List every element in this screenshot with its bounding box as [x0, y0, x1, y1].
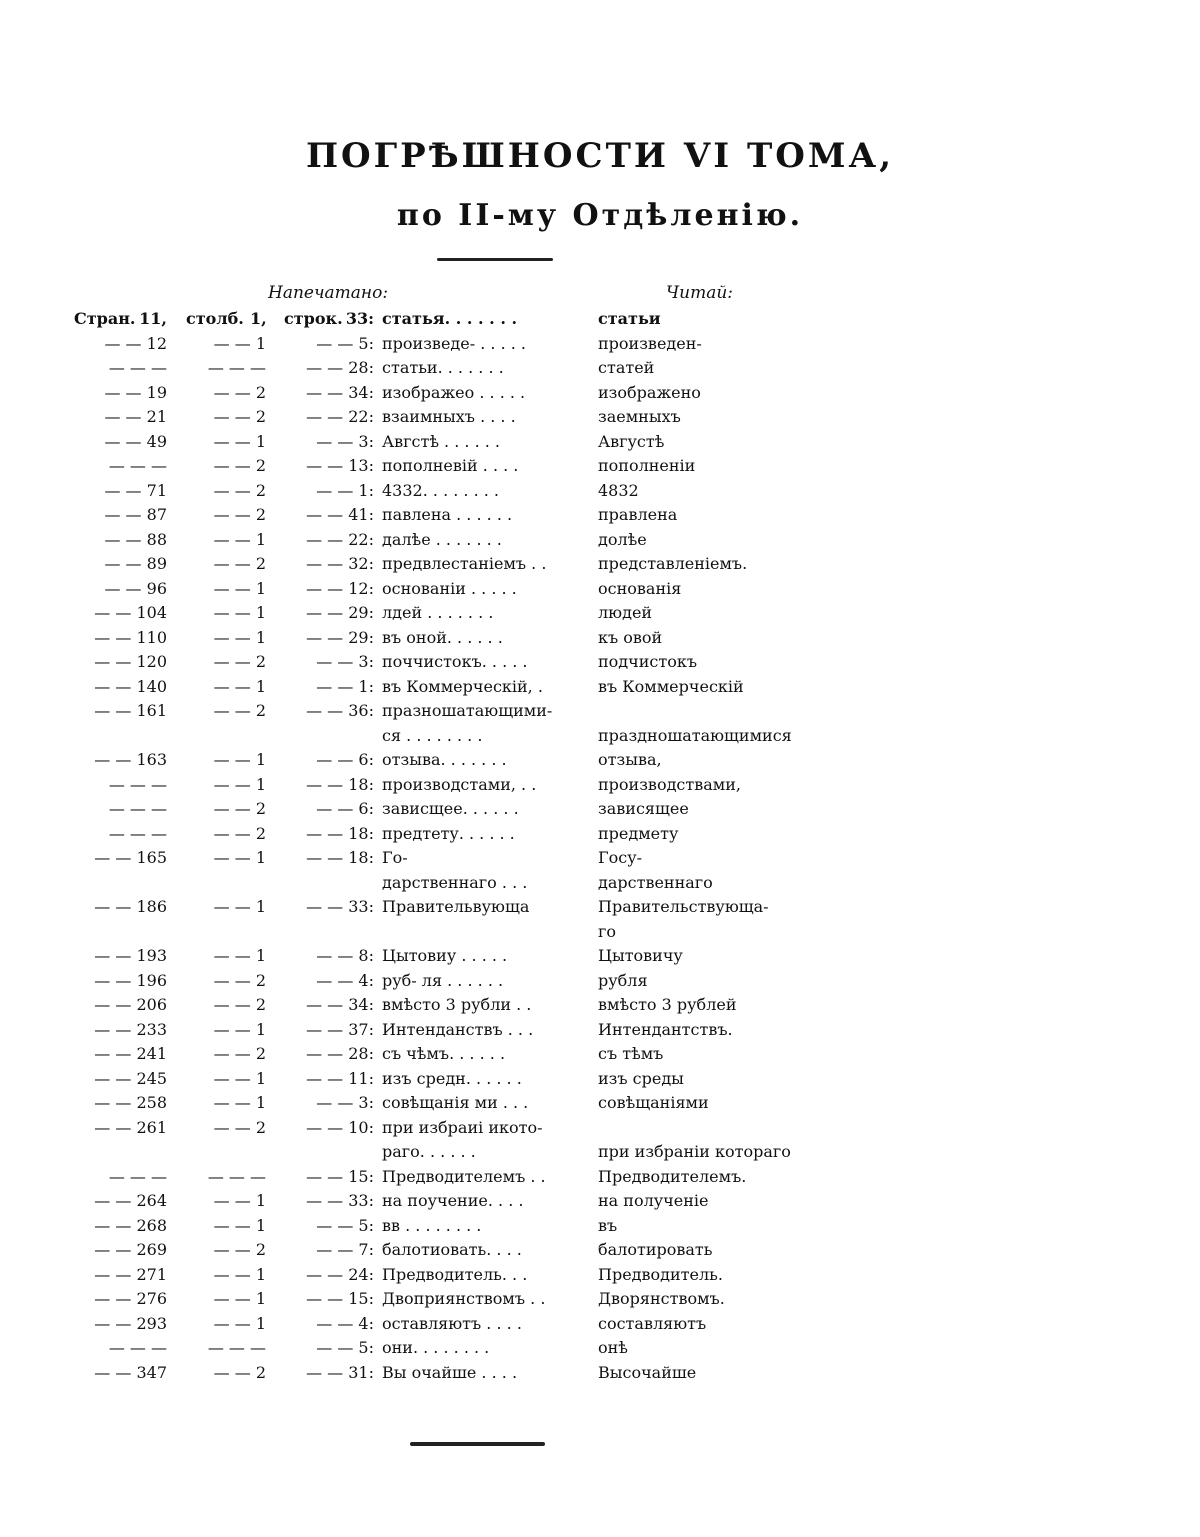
column-number: — — 1	[213, 627, 266, 647]
corrected-text: Дворянствомъ.	[598, 1289, 725, 1308]
printed-text: статьи. . . . . . .	[382, 358, 504, 377]
printed-text: павлена . . . . . .	[382, 505, 513, 524]
corrected-text: основанія	[598, 578, 682, 598]
errata-row	[0, 796, 1200, 821]
column-number: — — 1	[213, 750, 266, 769]
errata-row	[0, 723, 1200, 748]
errata-row	[0, 1213, 1200, 1238]
corrected-text: го	[598, 921, 617, 941]
column-number: — — 1	[213, 897, 266, 916]
page-number: 11,	[139, 309, 167, 328]
column-number: — — 2	[213, 382, 266, 402]
page-number: — — 12	[104, 333, 167, 353]
corrected-text: дарственнаго	[598, 872, 713, 892]
line-number: — — 18:	[306, 848, 374, 867]
page-number: — — 271	[94, 1264, 167, 1284]
corrected-text: въ Коммерческій	[598, 676, 744, 696]
printed-text: лдей . . . . . . .	[382, 603, 494, 622]
corrected-text: отзыва,	[598, 750, 662, 769]
printed-text: вмѣсто 3 рубли . .	[382, 995, 532, 1014]
errata-row	[0, 870, 1200, 895]
line-number: — — 15:	[306, 1166, 374, 1186]
printed-text: изъ средн. . . . . .	[382, 1068, 522, 1088]
line-number: — — 28:	[306, 1044, 374, 1063]
page-label: Стран.	[74, 309, 136, 328]
errata-row	[0, 992, 1200, 1017]
line-number: — — 34:	[306, 995, 374, 1014]
line-number: — — 37:	[306, 1019, 374, 1039]
line-number: — — 5:	[316, 333, 374, 353]
column-number: — — 2	[213, 1240, 266, 1259]
column-number: — — 2	[213, 995, 266, 1014]
column-number: — — 2	[213, 456, 266, 475]
page-title: ПОГРѢШНОСТИ VI ТОМА,	[305, 136, 895, 176]
errata-row	[0, 1139, 1200, 1164]
corrected-text: балотировать	[598, 1240, 713, 1259]
corrected-text: представленіемъ.	[598, 554, 748, 573]
column-label: столб.	[186, 309, 244, 328]
line-number: — — 7:	[316, 1240, 374, 1259]
page-number: — — 276	[94, 1289, 167, 1308]
page-number: — — 110	[94, 627, 167, 647]
line-number: 33:	[345, 309, 374, 328]
page-number: — — 196	[94, 970, 167, 990]
printed-text: Авгстѣ . . . . . .	[382, 431, 500, 451]
errata-row	[0, 1017, 1200, 1042]
corrected-text: произведен-	[598, 333, 702, 353]
page-number: — — —	[108, 358, 167, 377]
printed-text: ся . . . . . . . .	[382, 725, 483, 745]
printed-text: балотиовать. . . .	[382, 1240, 522, 1259]
column-number: — — 1	[213, 946, 266, 965]
errata-row	[0, 502, 1200, 527]
column-number: — — 2	[213, 554, 266, 573]
page-number: — — —	[108, 799, 167, 818]
errata-row	[0, 698, 1200, 723]
corrected-text: къ овой	[598, 627, 663, 647]
line-number: — — 41:	[306, 505, 374, 524]
corrected-text: производствами,	[598, 774, 741, 794]
corrected-text: Предводителемъ.	[598, 1166, 747, 1186]
printed-text: производстами, . .	[382, 774, 537, 794]
line-number: — — 1:	[316, 676, 374, 696]
line-number: — — 13:	[306, 456, 374, 475]
printed-text: произведе- . . . . .	[382, 333, 526, 353]
errata-row	[0, 404, 1200, 429]
line-number: — — 4:	[316, 1313, 374, 1333]
page-number: — — 96	[104, 578, 167, 598]
errata-row	[0, 1066, 1200, 1091]
page-number: — — 140	[94, 676, 167, 696]
column-number: — — —	[207, 358, 266, 377]
line-number: — — 32:	[306, 554, 374, 573]
corrected-text: съ тѣмъ	[598, 1044, 664, 1063]
page-number: — — 21	[104, 407, 167, 426]
errata-row	[0, 1335, 1200, 1360]
page-number: — — 258	[94, 1093, 167, 1112]
printed-text: они. . . . . . . .	[382, 1338, 490, 1357]
page-number: — — 49	[104, 431, 167, 451]
printed-text: поччистокъ. . . . .	[382, 652, 528, 671]
errata-row	[0, 845, 1200, 870]
corrected-text: зависящее	[598, 799, 689, 818]
corrected-text: Правительствующа-	[598, 897, 769, 916]
errata-row	[0, 1041, 1200, 1066]
column-number: — — 2	[213, 1044, 266, 1063]
line-number: — — 3:	[316, 1093, 374, 1112]
page-number: — — 264	[94, 1191, 167, 1210]
printed-text: Предводитель. . .	[382, 1264, 528, 1284]
corrected-text: заемныхъ	[598, 407, 681, 426]
column-number: — — 1	[213, 676, 266, 696]
line-number: — — 6:	[316, 799, 374, 818]
printed-text: зависщее. . . . . .	[382, 799, 519, 818]
corrected-text: предмету	[598, 823, 679, 843]
errata-row	[0, 1311, 1200, 1336]
column-number: — — 1	[213, 529, 266, 549]
column-header-printed: Напечатано:	[268, 283, 389, 303]
line-number: — — 22:	[306, 407, 374, 426]
line-number: — — 22:	[306, 529, 374, 549]
printed-text: совѣщанія ми . . .	[382, 1093, 529, 1112]
column-number: — — 1	[213, 1313, 266, 1333]
printed-text: изображео . . . . .	[382, 382, 526, 402]
printed-text: статья. . . . . . .	[382, 309, 518, 328]
top-divider	[437, 258, 553, 261]
column-number: — — 1	[213, 848, 266, 867]
corrected-text: пополненіи	[598, 456, 696, 475]
printed-text: раго. . . . . .	[382, 1142, 476, 1161]
line-number: — — 5:	[316, 1338, 374, 1357]
errata-row	[0, 943, 1200, 968]
line-number: — — 12:	[306, 578, 374, 598]
corrected-text: правлена	[598, 505, 678, 524]
printed-text: Вы очайше . . . .	[382, 1362, 518, 1382]
printed-text: на поучение. . . .	[382, 1191, 524, 1210]
line-number: — — 8:	[316, 946, 374, 965]
errata-row	[0, 600, 1200, 625]
corrected-text: долѣе	[598, 529, 647, 549]
errata-row	[0, 649, 1200, 674]
corrected-text: рубля	[598, 970, 648, 990]
page-number: — — 161	[94, 701, 167, 720]
corrected-text: статей	[598, 358, 655, 377]
corrected-text: вмѣсто 3 рублей	[598, 995, 737, 1014]
column-number: — — 2	[213, 1362, 266, 1382]
page-number: — — —	[108, 1338, 167, 1357]
corrected-text: Цытовичу	[598, 946, 683, 965]
column-number: — — 1	[213, 1191, 266, 1210]
page-number: — — —	[108, 1166, 167, 1186]
errata-row	[0, 1286, 1200, 1311]
page-number: — — 233	[94, 1019, 167, 1039]
column-number: — — —	[207, 1338, 266, 1357]
column-number: — — 2	[213, 701, 266, 720]
column-number: — — 2	[213, 799, 266, 818]
printed-text: взаимныхъ . . . .	[382, 407, 516, 426]
corrected-text: Высочайше	[598, 1362, 697, 1382]
column-number: — — 1	[213, 1019, 266, 1039]
printed-text: пополневій . . . .	[382, 456, 519, 475]
page-number: — — 165	[94, 848, 167, 867]
corrected-text: изъ среды	[598, 1068, 684, 1088]
printed-text: въ оной. . . . . .	[382, 627, 503, 647]
printed-text: предвлестаніемъ . .	[382, 554, 547, 573]
printed-text: Цытовиу . . . . .	[382, 946, 508, 965]
column-number: — — 1	[213, 603, 266, 622]
column-header-read: Читай:	[666, 283, 734, 303]
column-number: — — 1	[213, 578, 266, 598]
printed-text: основаніи . . . . .	[382, 578, 517, 598]
line-number: — — 18:	[306, 823, 374, 843]
line-number: — — 29:	[306, 603, 374, 622]
corrected-text: Интендантствъ.	[598, 1019, 733, 1039]
page-number: — — 19	[104, 382, 167, 402]
corrected-text: людей	[598, 603, 653, 622]
errata-header-row	[0, 306, 1200, 331]
printed-text: Правительвующа	[382, 897, 530, 916]
column-number: — — 1	[213, 431, 266, 451]
errata-row	[0, 331, 1200, 356]
line-number: — — 18:	[306, 774, 374, 794]
corrected-text: статьи	[598, 309, 661, 328]
corrected-text: Госу-	[598, 848, 643, 867]
corrected-text: Августѣ	[598, 431, 665, 451]
errata-row	[0, 429, 1200, 454]
column-number: — — 1	[213, 1215, 266, 1235]
line-number: — — 29:	[306, 627, 374, 647]
errata-row	[0, 527, 1200, 552]
errata-row	[0, 1090, 1200, 1115]
errata-row	[0, 747, 1200, 772]
corrected-text: составляютъ	[598, 1313, 707, 1333]
errata-row	[0, 772, 1200, 797]
column-number: — — 2	[213, 823, 266, 843]
corrected-text: на полученіе	[598, 1191, 709, 1210]
corrected-text: совѣщаніями	[598, 1093, 709, 1112]
page-number: — — 293	[94, 1313, 167, 1333]
column-number: — — 2	[213, 652, 266, 671]
line-number: — — 34:	[306, 382, 374, 402]
page-number: — — 241	[94, 1044, 167, 1063]
page-number: — — 261	[94, 1117, 167, 1137]
line-number: — — 6:	[316, 750, 374, 769]
page-subtitle: по II-му Отдѣленію.	[396, 198, 804, 233]
page-number: — — 268	[94, 1215, 167, 1235]
page-number: — — 347	[94, 1362, 167, 1382]
page-number: — — 120	[94, 652, 167, 671]
errata-row	[0, 821, 1200, 846]
line-number: — — 33:	[306, 1191, 374, 1210]
printed-text: отзыва. . . . . . .	[382, 750, 507, 769]
page-number: — — —	[108, 823, 167, 843]
corrected-text: подчистокъ	[598, 652, 698, 671]
bottom-divider	[410, 1442, 545, 1446]
printed-text: руб- ля . . . . . .	[382, 970, 504, 990]
errata-row	[0, 625, 1200, 650]
corrected-text: при избраніи котораго	[598, 1142, 791, 1161]
errata-row	[0, 355, 1200, 380]
line-number: — — 4:	[316, 970, 374, 990]
page-number: — — 71	[104, 480, 167, 500]
line-number: — — 31:	[306, 1362, 374, 1382]
errata-row	[0, 968, 1200, 993]
line-number: — — 11:	[306, 1068, 374, 1088]
errata-row	[0, 1188, 1200, 1213]
page-number: — — 163	[94, 750, 167, 769]
line-number: — — 15:	[306, 1289, 374, 1308]
errata-row	[0, 380, 1200, 405]
page-number: — — 89	[104, 554, 167, 573]
line-number: — — 3:	[316, 652, 374, 671]
page-number: — — 186	[94, 897, 167, 916]
column-number: — — —	[207, 1166, 266, 1186]
line-number: — — 1:	[316, 480, 374, 500]
printed-text: Двоприянствомъ . .	[382, 1289, 546, 1308]
errata-row	[0, 576, 1200, 601]
page-number: — — 88	[104, 529, 167, 549]
page-number: — — 206	[94, 995, 167, 1014]
printed-text: 4332. . . . . . . .	[382, 480, 500, 500]
printed-text: Интенданствъ . . .	[382, 1019, 534, 1039]
page-number: — — 193	[94, 946, 167, 965]
errata-row	[0, 551, 1200, 576]
corrected-text: 4832	[598, 480, 639, 500]
line-number: — — 36:	[306, 701, 374, 720]
line-number: — — 5:	[316, 1215, 374, 1235]
errata-table	[0, 306, 1200, 1384]
page-number: — — 104	[94, 603, 167, 622]
errata-row	[0, 478, 1200, 503]
column-number: — — 1	[213, 774, 266, 794]
errata-row	[0, 674, 1200, 699]
column-number: — — 1	[213, 1093, 266, 1112]
column-number: — — 1	[213, 1264, 266, 1284]
column-number: — — 2	[213, 1117, 266, 1137]
printed-text: оставляютъ . . . .	[382, 1313, 522, 1333]
line-number: — — 24:	[306, 1264, 374, 1284]
printed-text: далѣе . . . . . . .	[382, 529, 502, 549]
printed-text: Предводителемъ . .	[382, 1166, 546, 1186]
printed-text: вв . . . . . . . .	[382, 1215, 482, 1235]
printed-text: Го-	[382, 848, 408, 867]
printed-text: съ чѣмъ. . . . . .	[382, 1044, 506, 1063]
corrected-text: Предводитель.	[598, 1264, 723, 1284]
column-number: — — 1	[213, 1068, 266, 1088]
errata-row	[0, 1360, 1200, 1385]
errata-row	[0, 1115, 1200, 1140]
printed-text: въ Коммерческій, .	[382, 676, 543, 696]
printed-text: предтету. . . . . .	[382, 823, 515, 843]
page-number: — — —	[108, 456, 167, 475]
errata-row	[0, 1164, 1200, 1189]
printed-text: дарственнаго . . .	[382, 872, 528, 892]
line-number: — — 10:	[306, 1117, 374, 1137]
corrected-text: въ	[598, 1215, 618, 1235]
page-number: — — 87	[104, 505, 167, 524]
page-number: — — 245	[94, 1068, 167, 1088]
errata-row	[0, 1237, 1200, 1262]
column-number: — — 2	[213, 407, 266, 426]
column-number: — — 1	[213, 333, 266, 353]
line-number: — — 33:	[306, 897, 374, 916]
page-number: — — —	[108, 774, 167, 794]
column-number: — — 2	[213, 480, 266, 500]
line-number: — — 3:	[316, 431, 374, 451]
corrected-text: праздношатающимися	[598, 725, 792, 745]
corrected-text: изображено	[598, 382, 701, 402]
errata-row	[0, 919, 1200, 944]
corrected-text: онѣ	[598, 1338, 628, 1357]
column-number: 1,	[250, 309, 267, 328]
line-label: строк.	[284, 309, 343, 328]
errata-row	[0, 1262, 1200, 1287]
column-number: — — 2	[213, 505, 266, 524]
line-number: — — 28:	[306, 358, 374, 377]
page-number: — — 269	[94, 1240, 167, 1259]
column-number: — — 2	[213, 970, 266, 990]
printed-text: празношатающими-	[382, 701, 553, 720]
column-number: — — 1	[213, 1289, 266, 1308]
errata-row	[0, 453, 1200, 478]
errata-row	[0, 894, 1200, 919]
printed-text: при избраиі икото-	[382, 1117, 543, 1137]
